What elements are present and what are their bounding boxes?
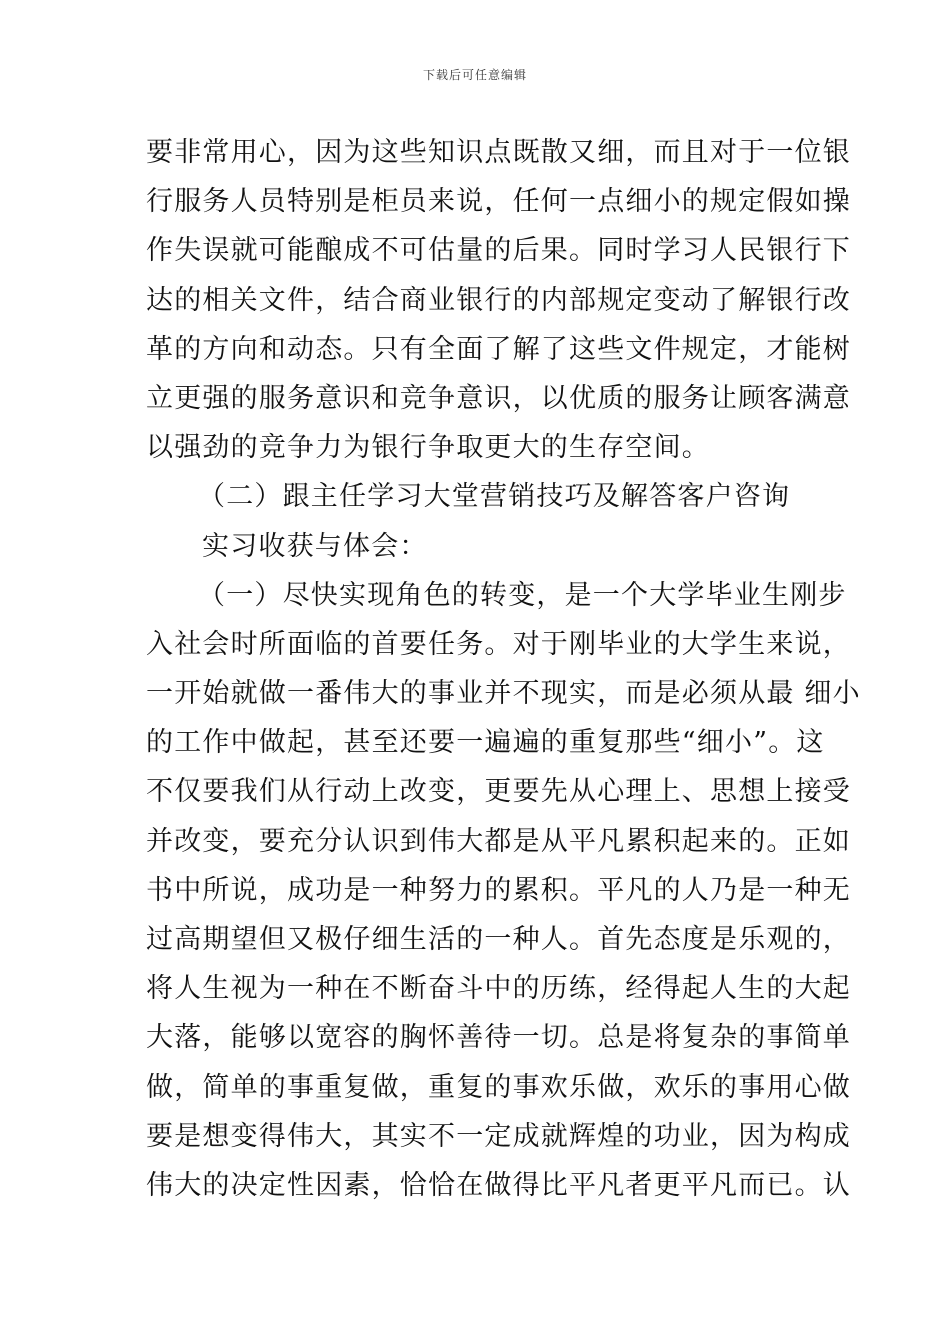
text-line-13: 的工作中做起，甚至还要一遍遍的重复那些“细小”。这: [146, 727, 825, 759]
text-line-22: 伟大的决定性因素，恰恰在做得比平凡者更平凡而已。认: [146, 1169, 851, 1201]
text-line-20: 做，简单的事重复做，重复的事欢乐做，欢乐的事用心做: [146, 1071, 851, 1103]
text-line-7: 以强劲的竞争力为银行争取更大的生存空间。: [146, 432, 710, 464]
text-line-2: 行服务人员特别是柜员来说，任何一点细小的规定假如操: [146, 186, 851, 218]
text-line-14: 不仅要我们从行动上改变，更要先从心理上、思想上接受: [146, 776, 851, 808]
text-line-5: 革的方向和动态。只有全面了解了这些文件规定，才能树: [146, 333, 851, 365]
text-line-15: 并改变，要充分认识到伟大都是从平凡累积起来的。正如: [146, 825, 851, 857]
text-line-6: 立更强的服务意识和竞争意识，以优质的服务让顾客满意: [146, 382, 851, 414]
text-line-18: 将人生视为一种在不断奋斗中的历练，经得起人生的大起: [146, 973, 851, 1005]
text-line-1: 要非常用心，因为这些知识点既散又细，而且对于一位银: [146, 137, 851, 168]
subheading: 实习收获与体会：: [202, 530, 428, 562]
text-line-21: 要是想变得伟大，其实不一定成就辉煌的功业，因为构成: [146, 1120, 851, 1152]
text-line-10: （一）尽快实现角色的转变，是一个大学毕业生刚步: [198, 579, 847, 611]
text-line-16: 书中所说，成功是一种努力的累积。平凡的人乃是一种无: [146, 874, 851, 906]
text-line-12: 一开始就做一番伟大的事业并不现实，而是必须从最 细小: [146, 678, 861, 710]
text-line-17: 过高期望但又极仔细生活的一种人。首先态度是乐观的，: [146, 924, 851, 955]
text-line-19: 大落，能够以宽容的胸怀善待一切。总是将复杂的事简单: [146, 1022, 851, 1054]
page-header: 下载后可任意编辑: [422, 68, 527, 82]
text-line-4: 达的相关文件，结合商业银行的内部规定变动了解银行改: [146, 284, 851, 316]
text-line-3: 作失误就可能酿成不可估量的后果。同时学习人民银行下: [146, 235, 851, 267]
document-body: [146, 128, 861, 1210]
section-heading: （二）跟主任学习大堂营销技巧及解答客户咨询: [198, 481, 791, 513]
text-line-11: 入社会时所面临的首要任务。对于刚毕业的大学生来说，: [146, 628, 851, 660]
